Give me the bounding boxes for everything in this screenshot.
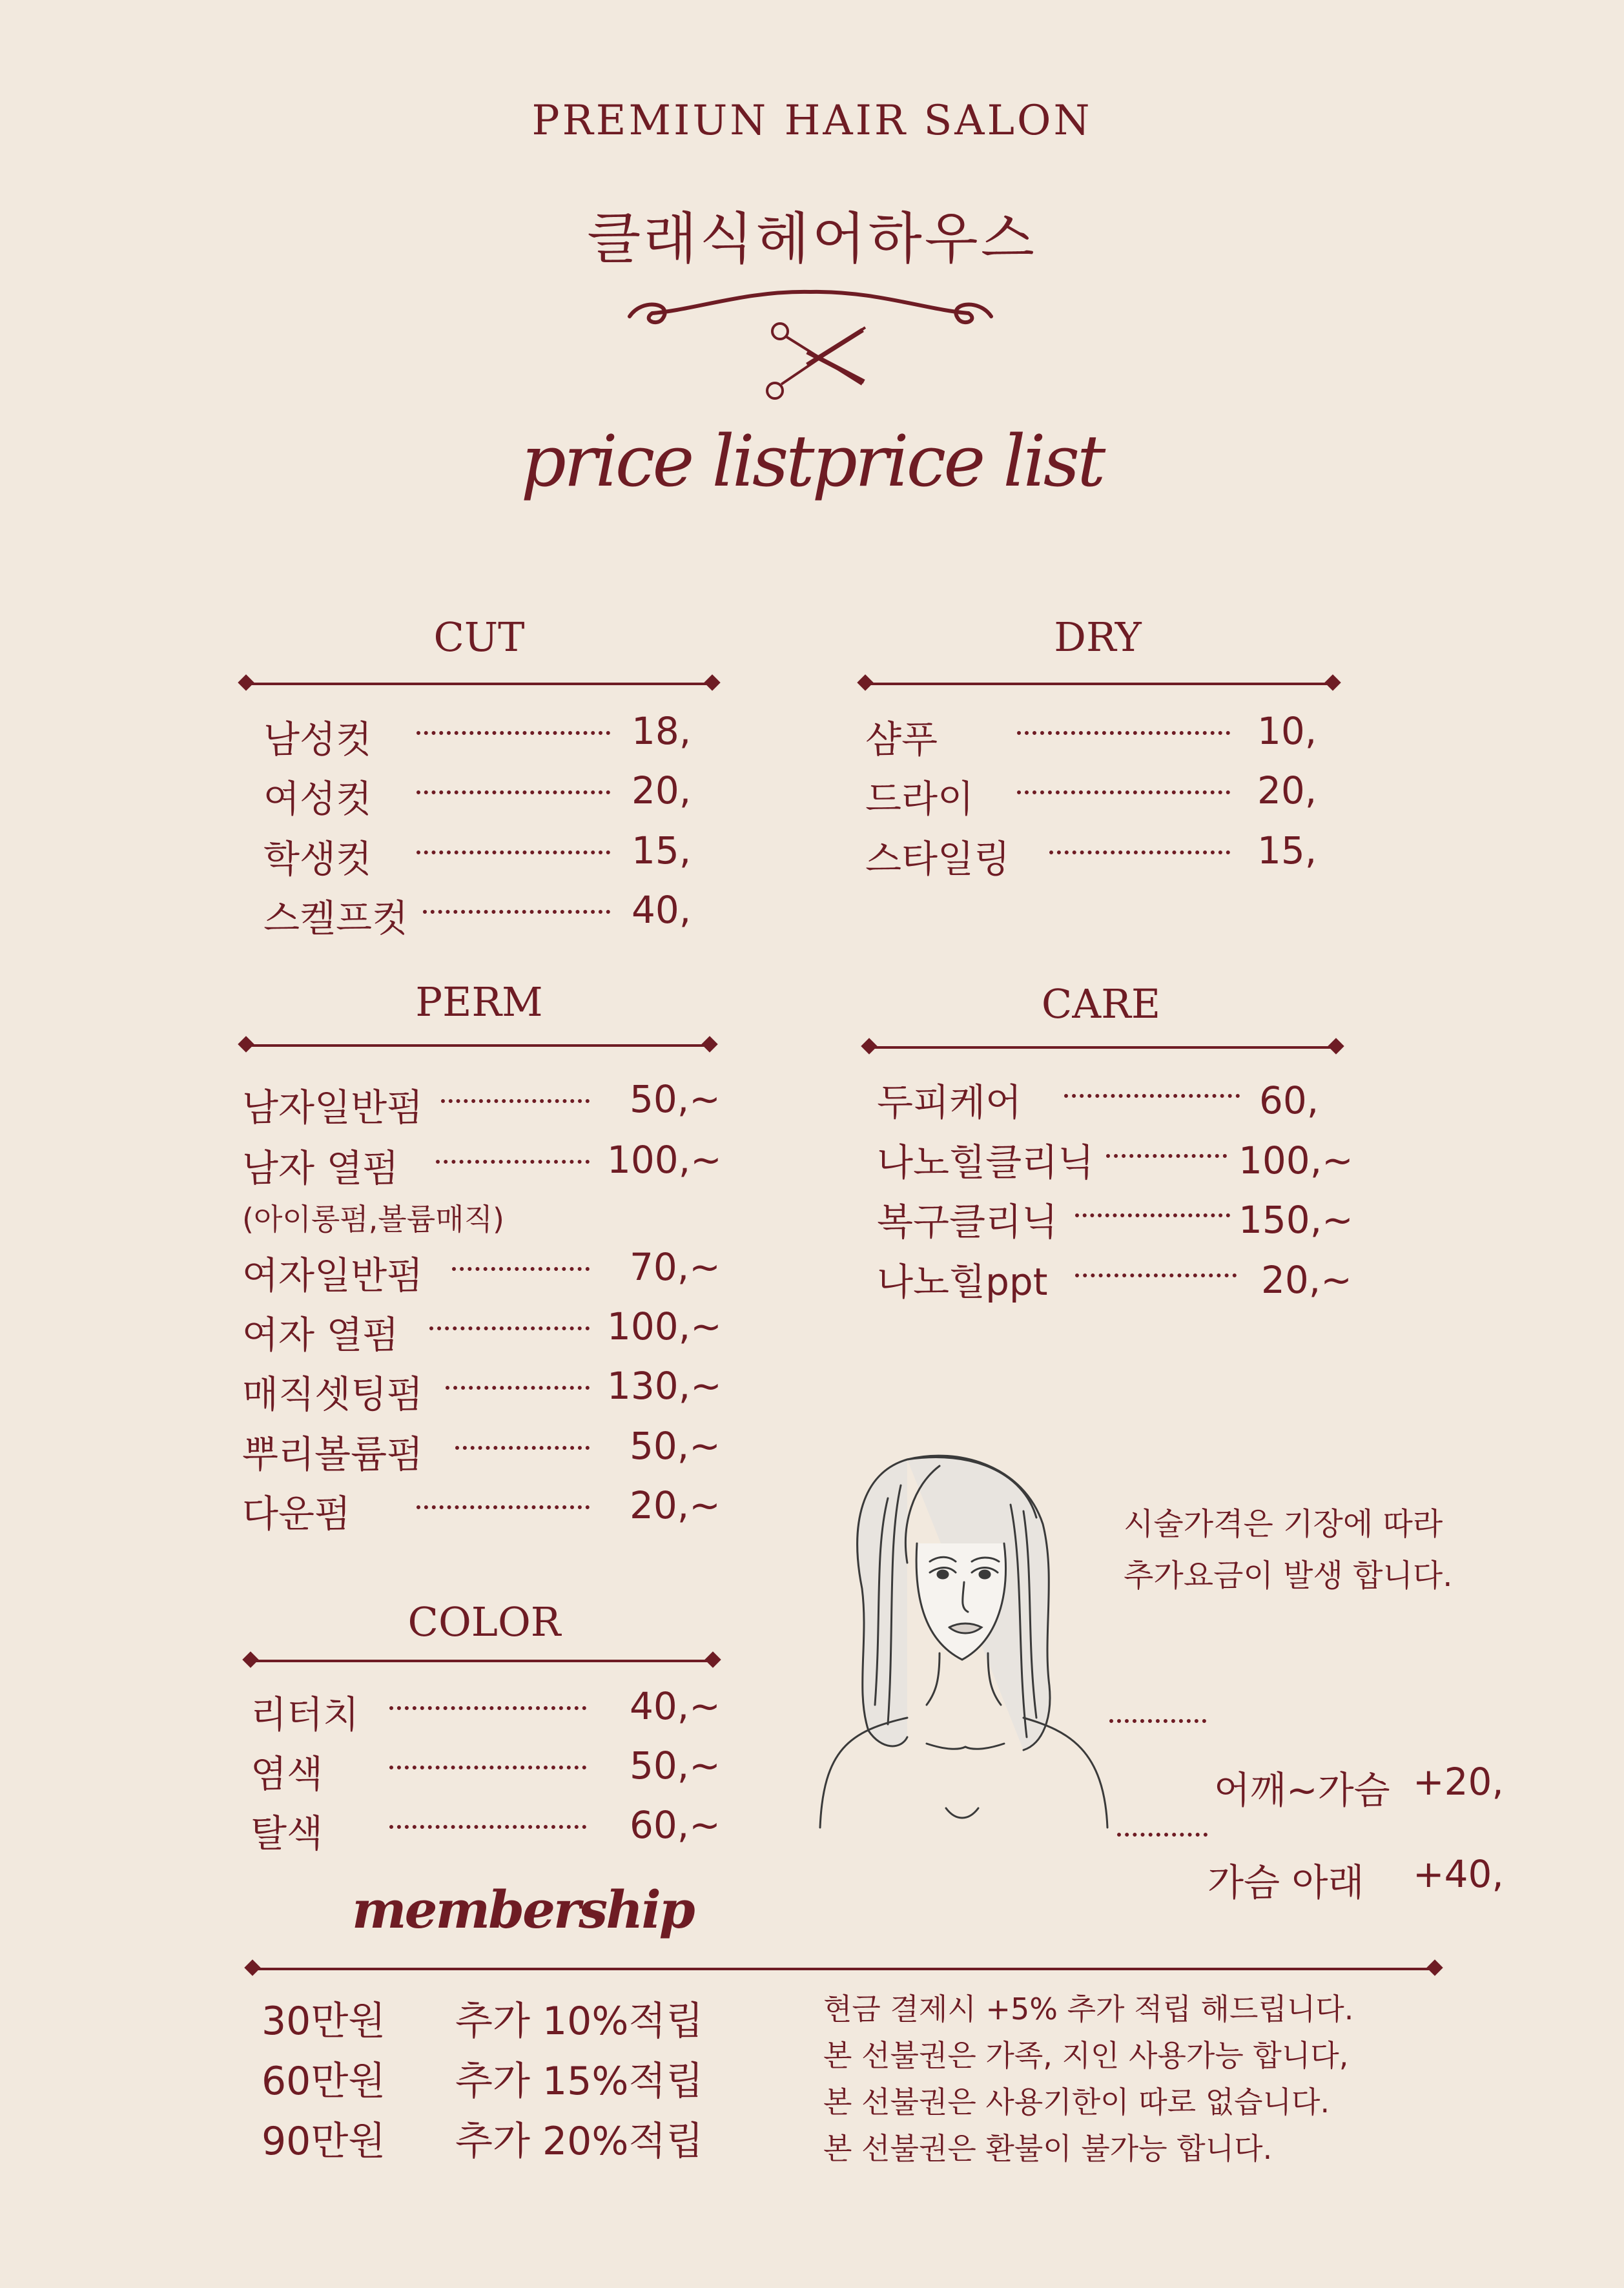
service-label: 두피케어 — [877, 1080, 1022, 1124]
length-price: +20, — [1413, 1760, 1504, 1804]
dot-leader — [429, 1326, 590, 1330]
perm-divider — [244, 1044, 712, 1047]
tier-bonus: 추가 15%적립 — [455, 2059, 704, 2104]
care-divider — [867, 1046, 1338, 1049]
membership-note: 본 선불권은 환불이 불가능 합니다. — [823, 2131, 1273, 2166]
length-note-line1: 시술가격은 기장에 따라 — [1124, 1506, 1443, 1542]
dry-section-title: DRY — [1054, 613, 1142, 661]
color-divider — [249, 1660, 715, 1662]
service-price: 100,~ — [607, 1304, 722, 1348]
service-label: 남자일반펌 — [242, 1086, 424, 1129]
dot-leader — [389, 1766, 586, 1769]
color-section-title: COLOR — [407, 1598, 561, 1645]
chest-pointer-dots — [1117, 1833, 1208, 1837]
dot-leader — [1017, 790, 1230, 794]
dry-divider — [863, 683, 1335, 685]
length-price: +40, — [1413, 1852, 1504, 1896]
care-section-title: CARE — [1041, 980, 1161, 1027]
membership-title: membership — [352, 1879, 694, 1940]
service-price: 10, — [1257, 709, 1317, 753]
service-price: 100,~ — [1239, 1139, 1353, 1182]
service-price: 60,~ — [630, 1803, 721, 1847]
perm-section-title: PERM — [415, 978, 543, 1025]
service-price: 40, — [632, 888, 692, 932]
dot-leader — [1049, 850, 1230, 854]
service-label: 남자 열펌 — [242, 1146, 399, 1190]
length-note-line2: 추가요금이 발생 합니다. — [1124, 1558, 1453, 1594]
dot-leader — [446, 1386, 590, 1390]
service-label: 염색 — [251, 1752, 324, 1796]
service-price: 70,~ — [630, 1245, 721, 1289]
service-label: 샴푸 — [865, 717, 938, 761]
service-price: 15, — [1257, 829, 1317, 872]
service-price: 20, — [1257, 768, 1317, 812]
service-price: 50,~ — [630, 1077, 721, 1121]
length-label: 가슴 아래 — [1208, 1860, 1364, 1904]
dot-leader — [1106, 1154, 1227, 1158]
service-price: 40,~ — [630, 1684, 721, 1728]
service-price: 20,~ — [630, 1483, 721, 1527]
dot-leader — [455, 1446, 590, 1450]
dot-leader — [1064, 1094, 1240, 1098]
service-label: 스켈프컷 — [263, 896, 409, 940]
dot-leader — [416, 850, 610, 854]
dot-leader — [423, 910, 610, 914]
cut-section-title: CUT — [433, 613, 525, 661]
dot-leader — [1017, 731, 1230, 735]
service-label: 여자 열펌 — [242, 1313, 399, 1357]
service-label: 드라이 — [865, 777, 974, 821]
tier-amount: 30만원 — [262, 1999, 386, 2044]
dot-leader — [436, 1160, 590, 1164]
price-list-title: price listprice list — [520, 420, 1104, 502]
service-label: 매직셋팅펌 — [242, 1372, 424, 1416]
brand-name: PREMIUN HAIR SALON — [531, 97, 1093, 145]
tier-amount: 60만원 — [262, 2059, 386, 2104]
woman-illustration — [810, 1447, 1120, 1834]
dot-leader — [389, 1706, 586, 1710]
service-price: 20, — [632, 768, 692, 812]
dot-leader — [452, 1267, 590, 1271]
membership-note: 본 선불권은 가족, 지인 사용가능 합니다, — [823, 2038, 1349, 2073]
tier-bonus: 추가 10%적립 — [455, 1999, 704, 2044]
dot-leader — [389, 1825, 586, 1829]
membership-note: 현금 결제시 +5% 추가 적립 해드립니다. — [823, 1992, 1354, 2026]
tier-bonus: 추가 20%적립 — [455, 2119, 704, 2164]
dot-leader — [416, 790, 610, 794]
membership-divider — [251, 1968, 1437, 1970]
service-label: 남성컷 — [263, 717, 373, 761]
service-price: 50,~ — [630, 1744, 721, 1788]
length-label: 어깨~가슴 — [1214, 1768, 1390, 1812]
service-label: 탈색 — [251, 1811, 324, 1855]
perm-sub-note: (아이롱펌,볼륨매직) — [242, 1202, 505, 1237]
dot-leader — [441, 1099, 590, 1103]
service-price: 15, — [632, 829, 692, 872]
service-price: 60, — [1259, 1078, 1319, 1122]
service-label: 스타일링 — [865, 837, 1011, 881]
service-label: 리터치 — [251, 1693, 360, 1737]
dot-leader — [1075, 1213, 1230, 1217]
service-label: 여성컷 — [263, 777, 373, 821]
service-price: 150,~ — [1239, 1198, 1353, 1242]
shoulder-pointer-dots — [1109, 1719, 1206, 1723]
service-label: 뿌리볼륨펌 — [242, 1432, 424, 1476]
service-label: 나노힐ppt — [877, 1260, 1048, 1304]
service-price: 130,~ — [607, 1364, 722, 1408]
service-label: 다운펌 — [242, 1492, 351, 1536]
service-label: 복구클리닉 — [877, 1200, 1058, 1244]
dot-leader — [416, 1505, 590, 1509]
scissors-icon — [755, 320, 872, 407]
cut-divider — [244, 683, 714, 685]
dot-leader — [416, 731, 610, 735]
dot-leader — [1075, 1273, 1237, 1277]
service-price: 50,~ — [630, 1424, 721, 1468]
service-price: 18, — [632, 709, 692, 753]
tier-amount: 90만원 — [262, 2119, 386, 2164]
membership-note: 본 선불권은 사용기한이 따로 없습니다. — [823, 2085, 1330, 2119]
service-price: 100,~ — [607, 1138, 722, 1182]
service-price: 20,~ — [1261, 1258, 1352, 1302]
service-label: 여자일반펌 — [242, 1253, 424, 1297]
service-label: 나노힐클리닉 — [877, 1140, 1095, 1184]
salon-name: 클래식헤어하우스 — [587, 207, 1037, 271]
service-label: 학생컷 — [263, 837, 373, 881]
